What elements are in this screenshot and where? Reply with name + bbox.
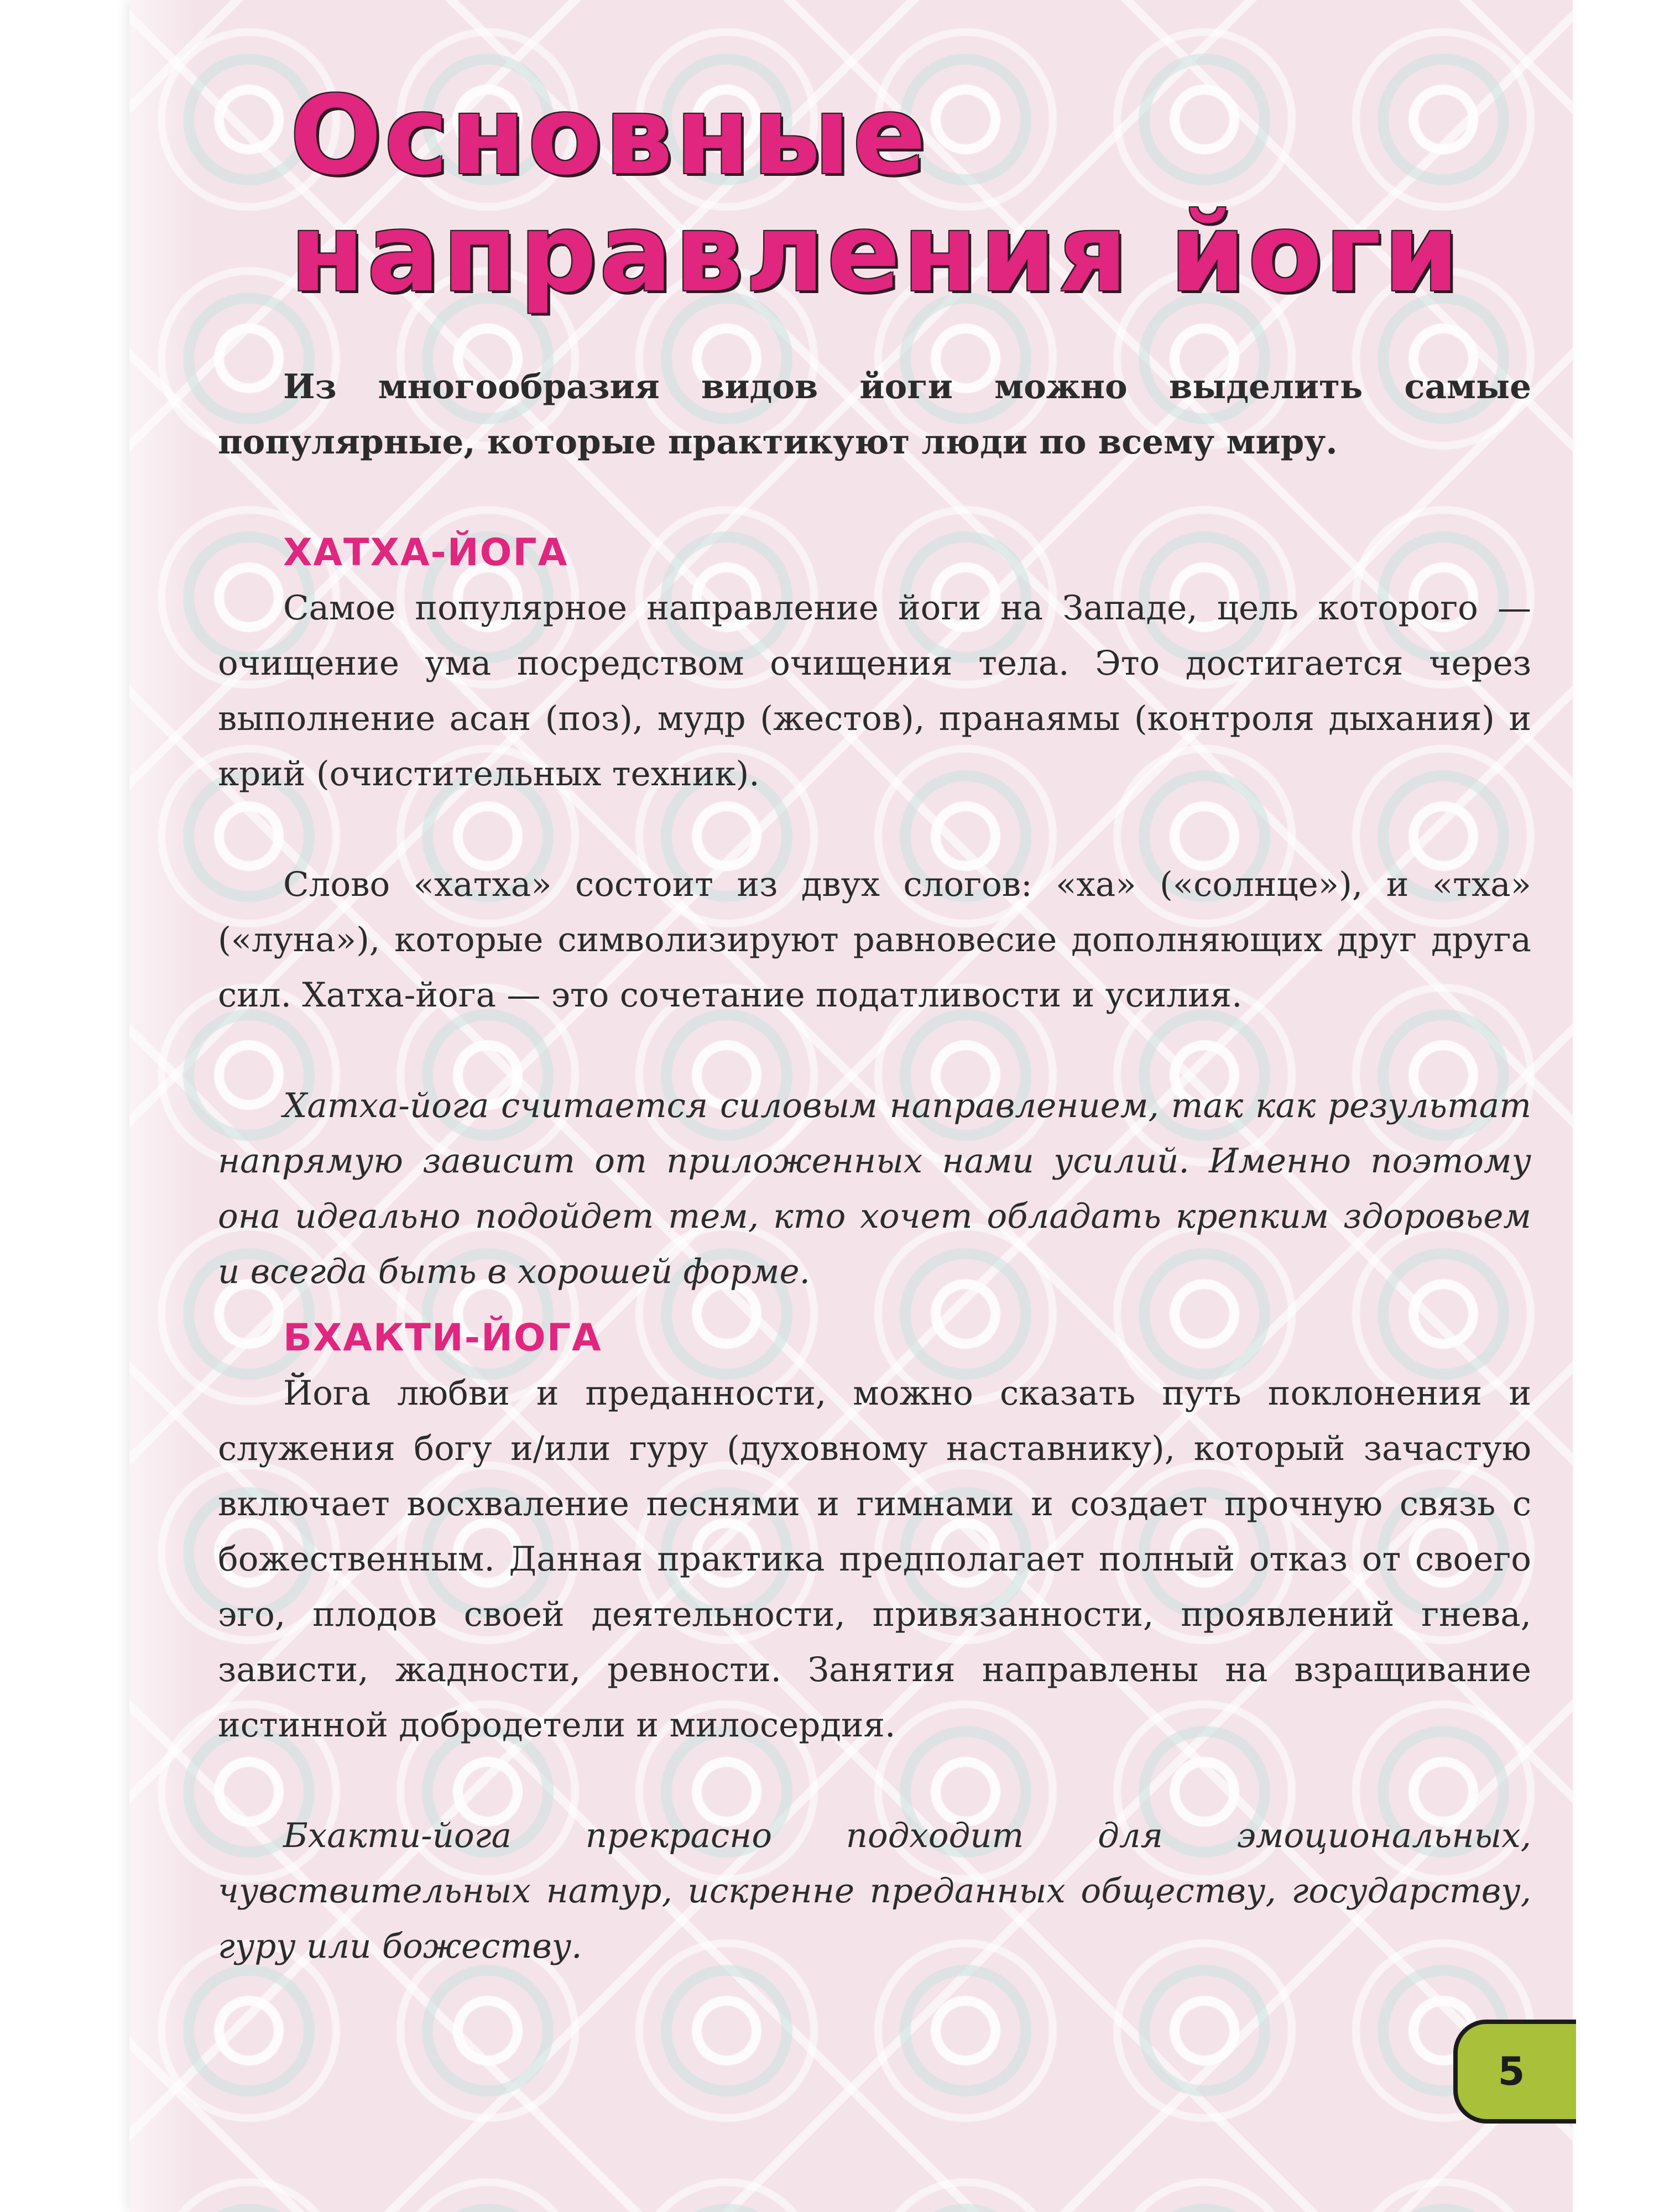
hatha-paragraph-1: Самое популярное направление йоги на Западе, цель которого — очищение ума посредством очищения тела. Это достигается через выполнение асан (поз), мудр (жестов), пранаямы (контроля дыхания) и крий (очистительных техник). [218, 588, 1531, 794]
hatha-paragraph-2: Слово «хатха» состоит из двух слогов: «ха» («солнце»), и «тха» («луна»), которые символизируют равновесие дополняющих друг друга сил. Хатха-йога — это сочетание податливости и усилия. [218, 865, 1531, 1015]
section-bhakti [218, 1311, 1531, 1974]
page-title [290, 73, 1462, 316]
book-page [129, 0, 1573, 2212]
hatha-note: Хатха-йога считается силовым направлением, так как результат напрямую зависит от приложенных нами усилий. Именно поэтому она идеально подойдет тем, кто хочет обладать крепким здоровьем и всегда быть в хорошей форме. [218, 1086, 1531, 1291]
intro-block [218, 359, 1531, 470]
section-hatha [218, 525, 1531, 1300]
page-title-line-2: направления йоги [290, 190, 1462, 316]
section-heading-bhakti: БХАКТИ-ЙОГА [283, 1316, 602, 1360]
page-title-line-1: Основные [290, 73, 928, 199]
section-heading-hatha: ХАТХА-ЙОГА [283, 531, 568, 575]
intro-paragraph: Из многообразия видов йоги можно выделить самые популярные, которые практикуют люди по всему миру. [218, 367, 1531, 462]
page-number-badge [1453, 2020, 1576, 2124]
page-number: 5 [1498, 2049, 1525, 2094]
bhakti-note: Бхакти-йога прекрасно подходит для эмоциональных, чувствительных натур, искренне преданных обществу, государству, гуру или божеству. [218, 1816, 1531, 1966]
bhakti-paragraph-1: Йога любви и преданности, можно сказать путь поклонения и служения богу и/или гуру (духовному наставнику), который зачастую включает восхваление песнями и гимнами и создает прочную связь с божественным. Данная практика предполагает полный отказ от своего эго, плодов своей деятельности, привязанности, проявлений гнева, зависти, жадности, ревности. Занятия направлены на взращивание истинной добродетели и милосердия. [218, 1374, 1531, 1745]
